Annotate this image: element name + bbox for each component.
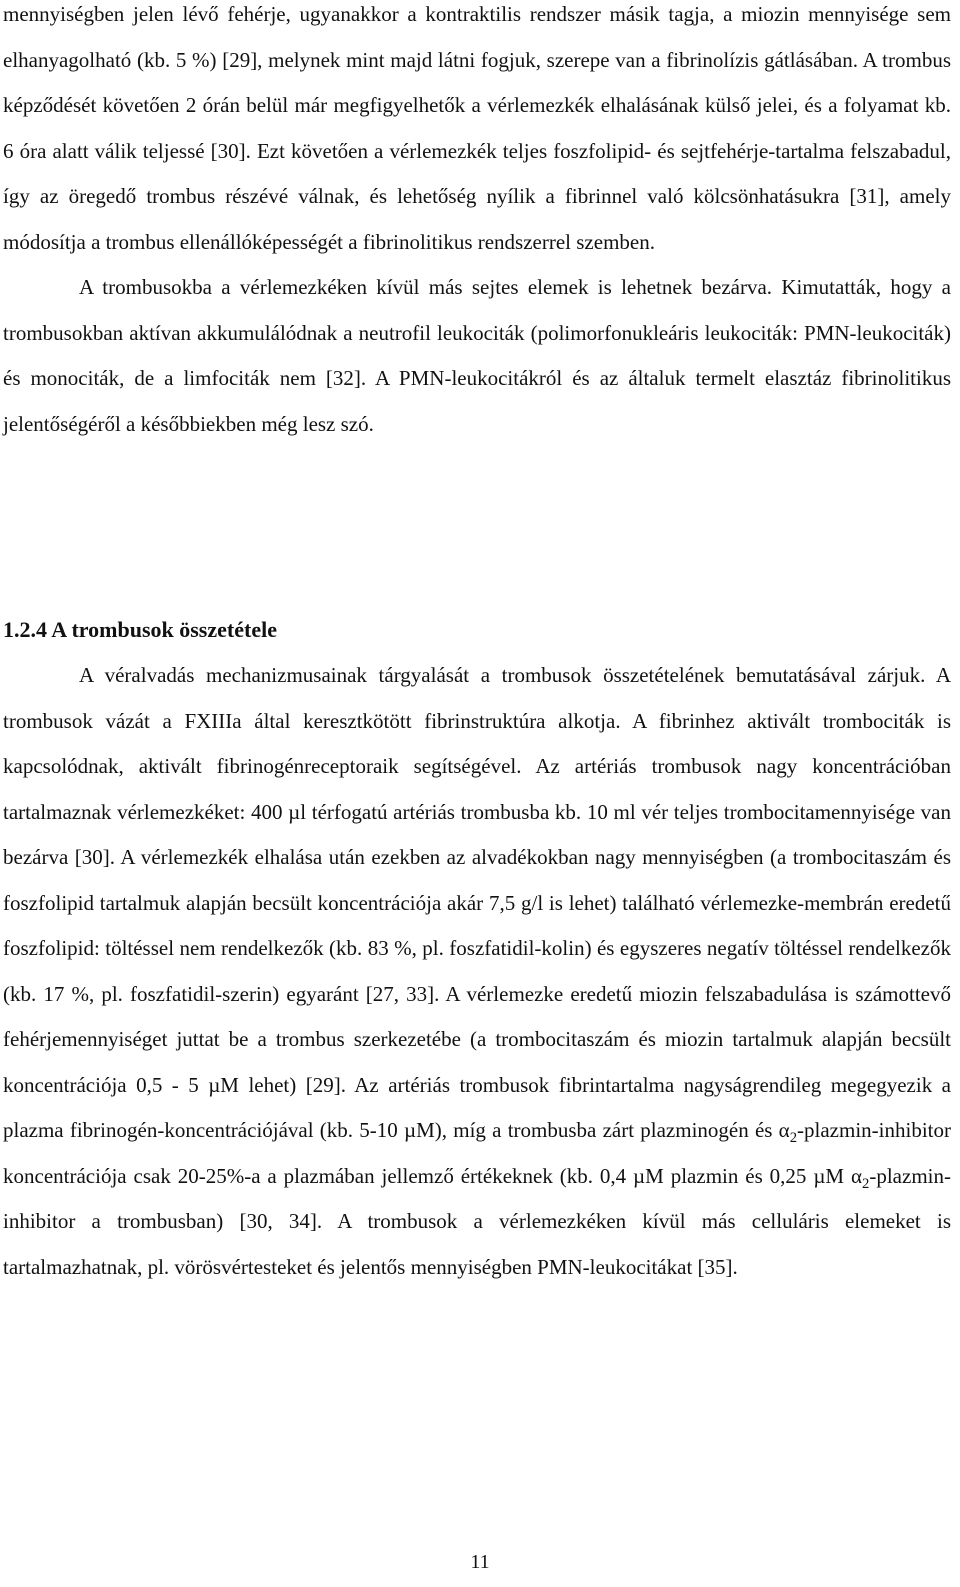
paragraph-composition-part3: -plazmin-inhibitor a trombusban) [30, 34]. A trombusok a vérlemezkéken kívül más celluláris elemeket is tartalmazhatnak, pl. vörösvértesteket és jelentős mennyiségben PMN-leukocitákat [35].: [3, 1163, 951, 1279]
subscript-2-first: 2: [789, 1130, 798, 1147]
paragraph-composition: [3, 653, 951, 1290]
subscript-2-second: 2: [862, 1175, 870, 1192]
paragraph-composition-part1: A véralvadás mechanizmusainak tárgyalását a trombusok összetételének bemutatásával zárjuk. A trombusok vázát a FXIIIa által keresztkötött fibrinstruktúra alkotja. A fibrinhez aktivált trombociták is kapcsolódnak, aktivált fibrinogénreceptoraik segítségével. Az artériás trombusok nagy koncentrációban tartalmaznak vérlemezkéket: 400 µl térfogatú artériás trombusba kb. 10 ml vér teljes trombocitamennyisége van bezárva [30]. A vérlemezkék elhalása után ezekben az alvadékokban nagy mennyiségben (a trombocitaszám és foszfolipid tartalmuk alapján becsült koncentrációja akár 7,5 g/l is lehet) található vérlemezke-membrán eredetű foszfolipid: töltéssel nem rendelkezők (kb. 83 %, pl. foszfatidil-kolin) és egyszeres negatív töltéssel rendelkezők (kb. 17 %, pl. foszfatidil-szerin) egyaránt [27, 33]. A vérlemezke eredetű miozin felszabadulása is számottevő fehérjemennyiséget juttat be a trombus szerkezetébe (a trombocitaszám és miozin tartalmuk alapján becsült koncentrációja 0,5 - 5 µM lehet) [29]. Az artériás trombusok fibrintartalma nagyságrendileg megegyezik a plazma fibrinogén-koncentrációjával (kb. 5-10 µM), míg a trombusba zárt plazminogén és α: [3, 663, 951, 1142]
paragraph-leukocytes: A trombusokba a vérlemezkéken kívül más sejtes elemek is lehetnek bezárva. Kimutatták, hogy a trombusokban aktívan akkumulálódnak a neutrofil leukociták (polimorfonukleáris leukociták: PMN-leukociták) és monociták, de a limfociták nem [32]. A PMN-leukocitákról és az általuk termelt elasztáz fibrinolitikus jelentőségéről a későbbiekben még lesz szó.: [3, 275, 951, 436]
text-section-composition: [3, 653, 951, 1290]
paragraph-continued: mennyiségben jelen lévő fehérje, ugyanakkor a kontraktilis rendszer másik tagja, a miozin mennyisége sem elhanyagolható (kb. 5 %) [29], melynek mint majd látni fogjuk, szerepe van a fibrinolízis gátlásában. A trombus képződését követően 2 órán belül már megfigyelhetők a vérlemezkék elhalásának külső jelei, és a folyamat kb. 6 óra alatt válik teljessé [30]. Ezt követően a vérlemezkék teljes foszfolipid- és sejtfehérje-tartalma felszabadul, így az öregedő trombus részévé válnak, és lehetőség nyílik a fibrinnel való kölcsönhatásukra [31], amely módosítja a trombus ellenállóképességét a fibrinolitikus rendszerrel szemben.: [3, 2, 951, 254]
section-heading: 1.2.4 A trombusok összetétele: [3, 617, 277, 642]
page-number: 11: [470, 1551, 490, 1573]
text-section-top: [3, 0, 951, 447]
paragraph-composition-part2: -plazmin-inhibitor koncentrációja csak 20-25%-a a plazmában jellemző értékeknek (kb. 0,4 µM plazmin és 0,25 µM α: [3, 1118, 951, 1188]
